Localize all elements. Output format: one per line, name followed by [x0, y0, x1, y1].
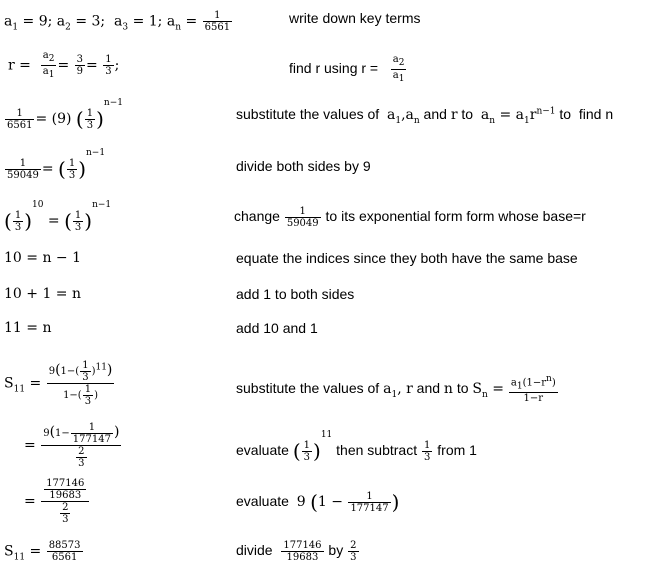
step-explanation: divide both sides by 9	[236, 158, 371, 174]
step-explanation: add 1 to both sides	[236, 286, 355, 302]
step-math: $\frac{1}{59049}$ = ( $\frac{1}{3}$ )$^{n-1}$	[7, 148, 106, 181]
step-row-10	[0, 418, 650, 474]
step-row-8	[0, 318, 650, 342]
step-math: 11 = n	[4, 320, 52, 336]
step-row-9	[0, 356, 650, 416]
step-row-3	[0, 90, 650, 134]
step-row-7	[0, 284, 650, 308]
step-explanation: evaluate ( $\frac{1}{3}$ )$^{11}$ then subtract $\frac{1}{3}$ from 1	[236, 430, 477, 463]
step-row-4	[0, 142, 650, 186]
step-row-2	[0, 44, 650, 84]
step-math: = $\frac{\frac{177146}{19683}}{\frac{2}{3}}$	[24, 478, 90, 525]
step-math: $\frac{1}{6561}$ = (9) ( $\frac{1}{3}$ )$^{n-1}$	[7, 98, 123, 131]
step-explanation: find r using r = $\frac{a_2}{a_1}$	[289, 54, 405, 84]
step-explanation: divide $\frac{177146}{19683}$ by $\frac{2}{3}$	[236, 540, 357, 563]
step-row-6	[0, 248, 650, 272]
step-explanation: change $\frac{1}{59049}$ to its exponential form form whose base=r	[234, 206, 586, 229]
step-math: $a_1 = 9$; $a_2 = 3$; $a_3 = 1$; $a_n$ = $\frac{1}{6561}$	[4, 10, 231, 33]
step-math: ( $\frac{1}{3}$ )$^{10}$ = ( $\frac{1}{3}$ )$^{n-1}$	[4, 200, 112, 233]
step-explanation: add 10 and 1	[236, 320, 318, 336]
step-explanation: substitute the values of $a_1,a_n$ and r to $a_n = a_1r^{n-1}$ to find n	[236, 106, 614, 126]
step-math: $S_{11}$ = 9(1−( $\frac{1}{3}$ )$^{11}$) 1−( $\frac{1}{3}$ )	[4, 360, 113, 407]
step-row-5	[0, 194, 650, 238]
step-math: $S_{11}$ = $\frac{88573}{6561}$	[4, 540, 81, 563]
step-explanation: equate the indices since they both have the same base	[236, 250, 578, 266]
step-math: r = $\frac{a_2}{a_1}$ = $\frac{3}{9}$ = $\frac{1}{3}$ ;	[8, 50, 120, 80]
step-explanation: evaluate 9 (1 − $\frac{1}{177147}$ )	[236, 490, 400, 514]
step-math: = 9(1− $\frac{1}{177147}$ ) $\frac{2}{3}$	[24, 422, 120, 469]
step-row-11	[0, 478, 650, 532]
step-row-12	[0, 538, 650, 570]
step-explanation: substitute the values of $a_1$, r and n to $S_n$ = $\frac{a_1(1-r^n)}{1-r}$	[236, 374, 556, 405]
step-explanation: write down key terms	[289, 10, 421, 26]
step-row-1	[0, 4, 650, 34]
step-math: 10 + 1 = n	[4, 286, 81, 302]
step-math: 10 = n − 1	[4, 250, 81, 266]
